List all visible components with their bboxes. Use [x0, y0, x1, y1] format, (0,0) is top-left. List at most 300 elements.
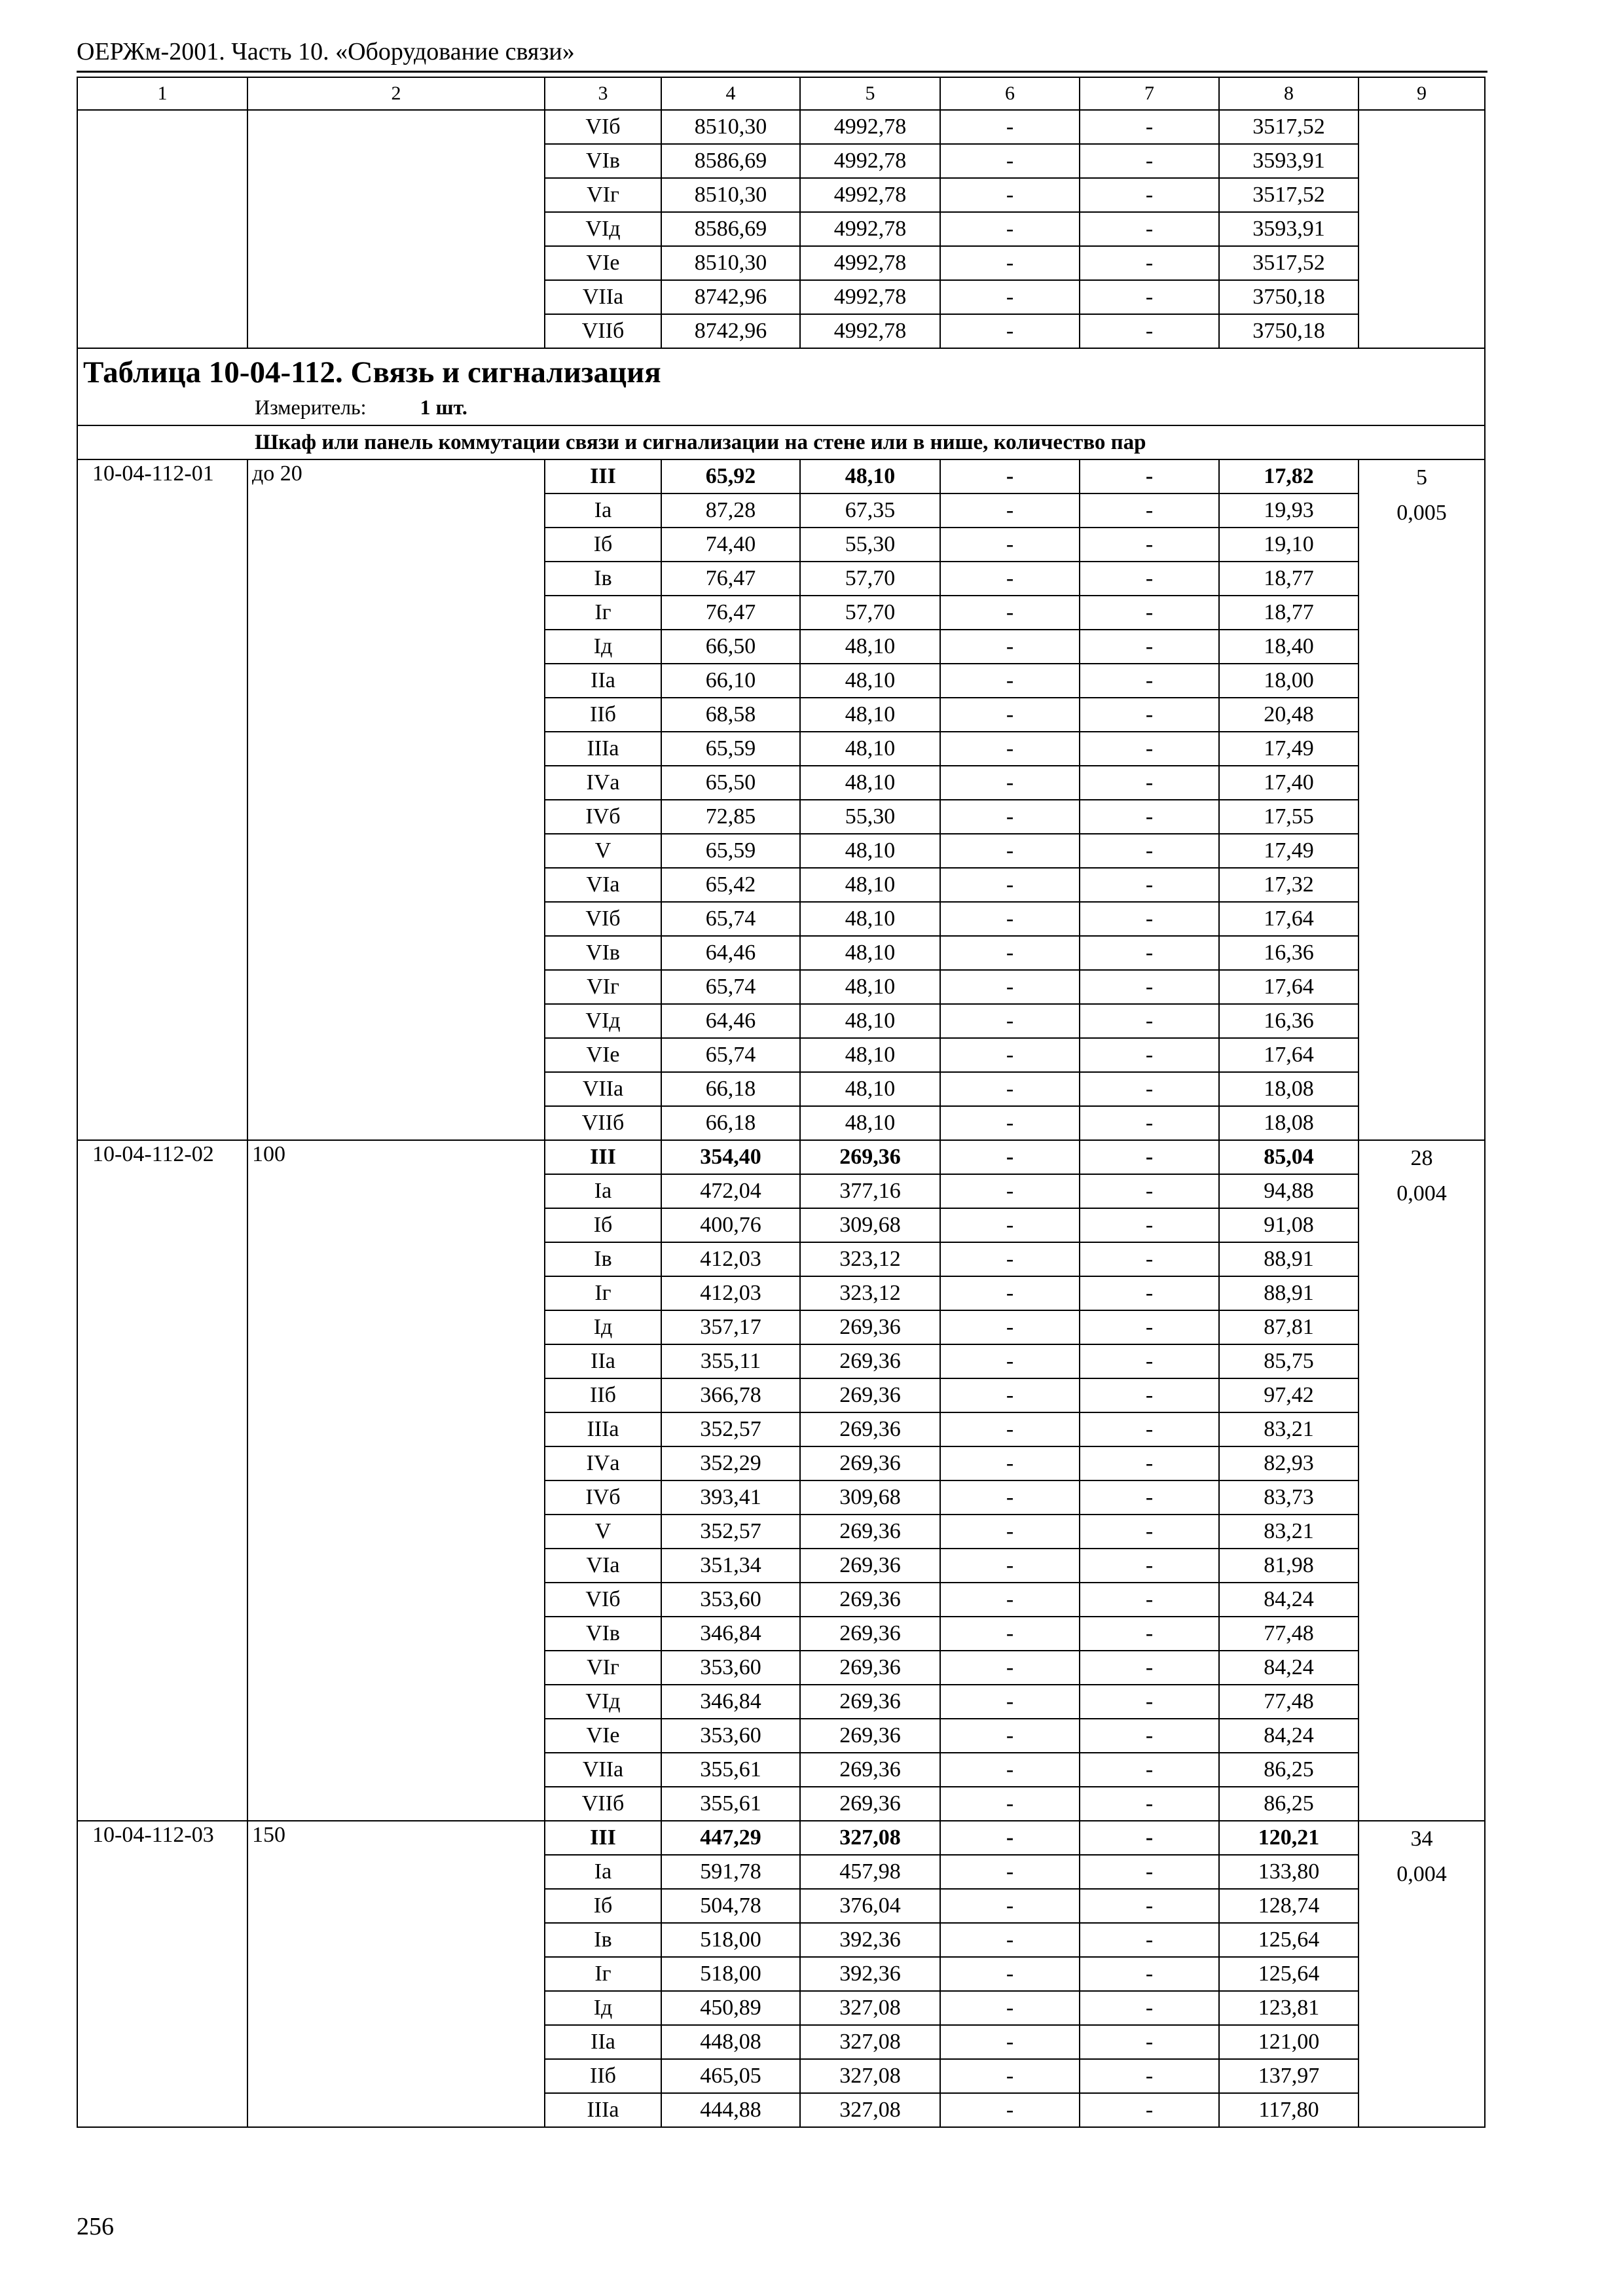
- table-cell: VIд: [545, 1685, 661, 1719]
- table-cell: 66,18: [661, 1106, 800, 1140]
- table-cell: 269,36: [800, 1515, 940, 1549]
- table-cell: -: [940, 1549, 1080, 1583]
- table-row: [77, 110, 1485, 144]
- table-cell: IIа: [545, 664, 661, 698]
- table-cell: 18,00: [1219, 664, 1359, 698]
- table-cell: Iб: [545, 528, 661, 562]
- table-cell: 85,75: [1219, 1344, 1359, 1378]
- table-cell: -: [1080, 459, 1219, 493]
- table-cell: 269,36: [800, 1378, 940, 1412]
- table-cell: 3593,91: [1219, 144, 1359, 178]
- table-cell: V: [545, 1515, 661, 1549]
- table-cell: -: [940, 1719, 1080, 1753]
- table-cell: -: [1080, 1038, 1219, 1072]
- table-cell: 48,10: [800, 1072, 940, 1106]
- table-cell: -: [940, 1787, 1080, 1821]
- table-cell: 472,04: [661, 1174, 800, 1208]
- table-cell: -: [1080, 1651, 1219, 1685]
- table-cell: 76,47: [661, 596, 800, 630]
- table-cell: 8510,30: [661, 178, 800, 212]
- column-number: 5: [800, 77, 940, 110]
- table-cell: 269,36: [800, 1685, 940, 1719]
- table-cell: -: [1080, 1412, 1219, 1446]
- table-cell: 376,04: [800, 1889, 940, 1923]
- table-cell: 133,80: [1219, 1855, 1359, 1889]
- table-cell: VIе: [545, 246, 661, 280]
- table-cell: 17,49: [1219, 834, 1359, 868]
- column-number: 8: [1219, 77, 1359, 110]
- table-cell: -: [1080, 2059, 1219, 2093]
- table-cell: -: [940, 144, 1080, 178]
- table-cell: -: [940, 1957, 1080, 1991]
- table-cell: -: [1080, 1140, 1219, 1174]
- table-cell: 88,91: [1219, 1276, 1359, 1310]
- table-cell: -: [940, 1480, 1080, 1515]
- table-cell: 357,17: [661, 1310, 800, 1344]
- section-heading-row: [77, 425, 1485, 459]
- table-cell: -: [1080, 1923, 1219, 1957]
- table-cell: 327,08: [800, 2093, 940, 2127]
- table-cell: 19,10: [1219, 528, 1359, 562]
- table-cell: -: [940, 1515, 1080, 1549]
- table-cell: -: [1080, 1617, 1219, 1651]
- table-cell: 4992,78: [800, 280, 940, 314]
- table-cell: Iв: [545, 1923, 661, 1957]
- meter-label: Измеритель:: [255, 395, 367, 419]
- table-cell: 269,36: [800, 1787, 940, 1821]
- table-cell: 87,28: [661, 493, 800, 528]
- table-cell: 269,36: [800, 1344, 940, 1378]
- table-cell: Iа: [545, 1174, 661, 1208]
- table-cell: -: [1080, 1991, 1219, 2025]
- item-name: 150: [247, 1821, 545, 2127]
- table-cell: 4992,78: [800, 212, 940, 246]
- table-cell: Iд: [545, 1310, 661, 1344]
- table-cell: 269,36: [800, 1310, 940, 1344]
- table-cell: Iв: [545, 562, 661, 596]
- table-cell: 94,88: [1219, 1174, 1359, 1208]
- table-cell: 269,36: [800, 1412, 940, 1446]
- table-cell: 4992,78: [800, 314, 940, 348]
- continuation-code-cell: [77, 110, 247, 348]
- column-number-row: [77, 77, 1485, 110]
- table-cell: 393,41: [661, 1480, 800, 1515]
- table-cell: 346,84: [661, 1685, 800, 1719]
- table-cell: 518,00: [661, 1923, 800, 1957]
- table-cell: -: [940, 1072, 1080, 1106]
- table-cell: 8510,30: [661, 246, 800, 280]
- table-cell: 18,77: [1219, 596, 1359, 630]
- table-cell: 518,00: [661, 1957, 800, 1991]
- table-cell: -: [1080, 528, 1219, 562]
- table-cell: 269,36: [800, 1651, 940, 1685]
- table-cell: VIа: [545, 1549, 661, 1583]
- table-cell: -: [940, 902, 1080, 936]
- table-cell: -: [1080, 178, 1219, 212]
- table-cell: -: [1080, 1276, 1219, 1310]
- table-cell: 355,61: [661, 1787, 800, 1821]
- col9-value: 0,004: [1396, 1181, 1447, 1206]
- table-cell: 8586,69: [661, 212, 800, 246]
- table-cell: IIб: [545, 698, 661, 732]
- table-cell: -: [1080, 246, 1219, 280]
- table-cell: 17,64: [1219, 1038, 1359, 1072]
- table-cell: IVб: [545, 800, 661, 834]
- table-cell: 48,10: [800, 459, 940, 493]
- table-cell: -: [940, 2093, 1080, 2127]
- table-cell: IIб: [545, 2059, 661, 2093]
- table-cell: 84,24: [1219, 1583, 1359, 1617]
- col9-value: 5: [1416, 465, 1427, 490]
- table-cell: 309,68: [800, 1208, 940, 1242]
- table-cell: -: [940, 766, 1080, 800]
- table-cell: -: [1080, 970, 1219, 1004]
- table-cell: 67,35: [800, 493, 940, 528]
- table-cell: IIIа: [545, 2093, 661, 2127]
- table-cell: VIв: [545, 144, 661, 178]
- table-cell: 353,60: [661, 1719, 800, 1753]
- table-cell: 3517,52: [1219, 246, 1359, 280]
- item-code: 10-04-112-02: [77, 1140, 247, 1821]
- table-cell: 377,16: [800, 1174, 940, 1208]
- item-name: до 20: [247, 459, 545, 1140]
- table-cell: Iг: [545, 1276, 661, 1310]
- table-cell: 3517,52: [1219, 110, 1359, 144]
- item-code: 10-04-112-01: [77, 459, 247, 1140]
- table-cell: -: [940, 664, 1080, 698]
- table-cell: 353,60: [661, 1651, 800, 1685]
- table-cell: -: [1080, 1787, 1219, 1821]
- table-cell: -: [1080, 1106, 1219, 1140]
- table-cell: 117,80: [1219, 2093, 1359, 2127]
- table-cell: 55,30: [800, 528, 940, 562]
- table-cell: -: [1080, 1208, 1219, 1242]
- table-cell: 57,70: [800, 596, 940, 630]
- table-cell: -: [1080, 1855, 1219, 1889]
- table-cell: 86,25: [1219, 1753, 1359, 1787]
- table-cell: 269,36: [800, 1753, 940, 1787]
- table-cell: 327,08: [800, 2025, 940, 2059]
- table-cell: 83,21: [1219, 1515, 1359, 1549]
- table-cell: 327,08: [800, 2059, 940, 2093]
- table-cell: Iа: [545, 493, 661, 528]
- table-cell: -: [940, 1038, 1080, 1072]
- table-cell: VIIб: [545, 1106, 661, 1140]
- table-cell: 457,98: [800, 1855, 940, 1889]
- table-cell: -: [1080, 1549, 1219, 1583]
- table-cell: 351,34: [661, 1549, 800, 1583]
- table-cell: VIIб: [545, 314, 661, 348]
- table-cell: 65,74: [661, 902, 800, 936]
- table-cell: 48,10: [800, 970, 940, 1004]
- table-title-row: [77, 348, 1485, 425]
- table-cell: 19,93: [1219, 493, 1359, 528]
- continuation-name-cell: [247, 110, 545, 348]
- table-cell: VIе: [545, 1719, 661, 1753]
- table-cell: 128,74: [1219, 1889, 1359, 1923]
- table-cell: -: [1080, 630, 1219, 664]
- table-cell: 3517,52: [1219, 178, 1359, 212]
- table-cell: 354,40: [661, 1140, 800, 1174]
- table-cell: 17,64: [1219, 970, 1359, 1004]
- table-cell: -: [940, 1140, 1080, 1174]
- table-cell: IIIа: [545, 732, 661, 766]
- table-cell: -: [1080, 1072, 1219, 1106]
- column-number: 4: [661, 77, 800, 110]
- table-cell: -: [1080, 800, 1219, 834]
- page-number: 256: [77, 2213, 114, 2240]
- table-cell: -: [1080, 1446, 1219, 1480]
- table-title: Таблица 10-04-112. Связь и сигнализация: [83, 355, 661, 389]
- table-cell: 4992,78: [800, 178, 940, 212]
- col9-value: 34: [1410, 1827, 1433, 1851]
- table-cell: -: [1080, 1889, 1219, 1923]
- table-cell: 65,59: [661, 834, 800, 868]
- table-cell: -: [1080, 1344, 1219, 1378]
- table-cell: 68,58: [661, 698, 800, 732]
- table-cell: Iа: [545, 1855, 661, 1889]
- table-cell: 309,68: [800, 1480, 940, 1515]
- table-cell: -: [1080, 834, 1219, 868]
- table-cell: -: [1080, 936, 1219, 970]
- table-cell: -: [1080, 1719, 1219, 1753]
- table-cell: 269,36: [800, 1446, 940, 1480]
- table-cell: 400,76: [661, 1208, 800, 1242]
- table-cell: III: [545, 459, 661, 493]
- table-cell: -: [940, 970, 1080, 1004]
- table-cell: 4992,78: [800, 246, 940, 280]
- table-row: [77, 1140, 1485, 1174]
- table-cell: 447,29: [661, 1821, 800, 1855]
- table-cell: -: [940, 2059, 1080, 2093]
- table-cell: -: [1080, 732, 1219, 766]
- table-cell: 412,03: [661, 1242, 800, 1276]
- table-cell: 48,10: [800, 664, 940, 698]
- table-cell: IIб: [545, 1378, 661, 1412]
- table-cell: -: [1080, 212, 1219, 246]
- table-cell: -: [940, 834, 1080, 868]
- table-cell: -: [940, 1821, 1080, 1855]
- table-cell: -: [940, 1855, 1080, 1889]
- table-cell: VIд: [545, 1004, 661, 1038]
- table-cell: VIг: [545, 1651, 661, 1685]
- table-cell: -: [940, 1242, 1080, 1276]
- table-cell: V: [545, 834, 661, 868]
- table-cell: 444,88: [661, 2093, 800, 2127]
- table-cell: -: [1080, 280, 1219, 314]
- table-cell: 86,25: [1219, 1787, 1359, 1821]
- table-cell: -: [940, 1991, 1080, 2025]
- table-cell: III: [545, 1821, 661, 1855]
- table-cell: 64,46: [661, 1004, 800, 1038]
- table-cell: -: [940, 493, 1080, 528]
- table-cell: 87,81: [1219, 1310, 1359, 1344]
- table-cell: 137,97: [1219, 2059, 1359, 2093]
- table-cell: 88,91: [1219, 1242, 1359, 1276]
- table-cell: -: [1080, 766, 1219, 800]
- column-number: 3: [545, 77, 661, 110]
- table-cell: -: [940, 1378, 1080, 1412]
- table-cell: -: [1080, 1821, 1219, 1855]
- table-cell: 48,10: [800, 630, 940, 664]
- table-cell: -: [940, 698, 1080, 732]
- column-number: 2: [247, 77, 545, 110]
- table-cell: -: [940, 1889, 1080, 1923]
- table-cell: -: [1080, 1480, 1219, 1515]
- table-cell: IVа: [545, 1446, 661, 1480]
- table-cell: -: [940, 280, 1080, 314]
- table-cell: IIIа: [545, 1412, 661, 1446]
- table-cell: 352,57: [661, 1515, 800, 1549]
- table-cell: 355,11: [661, 1344, 800, 1378]
- table-cell: VIIа: [545, 1753, 661, 1787]
- table-cell: Iг: [545, 596, 661, 630]
- table-cell: VIе: [545, 1038, 661, 1072]
- column-number: 6: [940, 77, 1080, 110]
- table-cell: VIд: [545, 212, 661, 246]
- table-cell: -: [940, 1617, 1080, 1651]
- table-cell: 18,40: [1219, 630, 1359, 664]
- table-cell: -: [940, 800, 1080, 834]
- table-cell: 17,32: [1219, 868, 1359, 902]
- table-cell: 353,60: [661, 1583, 800, 1617]
- table-cell: VIб: [545, 1583, 661, 1617]
- table-cell: -: [1080, 1378, 1219, 1412]
- table-cell: VIв: [545, 1617, 661, 1651]
- table-cell: -: [940, 1583, 1080, 1617]
- table-cell: VIб: [545, 902, 661, 936]
- table-cell: 17,40: [1219, 766, 1359, 800]
- table-cell: 355,61: [661, 1753, 800, 1787]
- table-cell: 352,29: [661, 1446, 800, 1480]
- table-cell: VIа: [545, 868, 661, 902]
- table-cell: IVб: [545, 1480, 661, 1515]
- table-cell: 269,36: [800, 1549, 940, 1583]
- table-cell: VIIа: [545, 1072, 661, 1106]
- table-cell: 48,10: [800, 834, 940, 868]
- table-cell: 465,05: [661, 2059, 800, 2093]
- table-cell: -: [940, 1208, 1080, 1242]
- running-header: ОЕРЖм-2001. Часть 10. «Оборудование связи»: [77, 38, 575, 65]
- table-cell: -: [940, 1310, 1080, 1344]
- table-cell: 120,21: [1219, 1821, 1359, 1855]
- table-cell: Iг: [545, 1957, 661, 1991]
- table-cell: -: [940, 212, 1080, 246]
- table-title-cell: [77, 348, 1485, 425]
- table-cell: -: [1080, 1004, 1219, 1038]
- table-cell: VIг: [545, 970, 661, 1004]
- meter-line: [83, 393, 1479, 421]
- table-cell: -: [1080, 2025, 1219, 2059]
- table-cell: 412,03: [661, 1276, 800, 1310]
- table-cell: VIIа: [545, 280, 661, 314]
- table-cell: 3750,18: [1219, 280, 1359, 314]
- item-code: 10-04-112-03: [77, 1821, 247, 2127]
- table-cell: 65,74: [661, 970, 800, 1004]
- table-cell: 125,64: [1219, 1923, 1359, 1957]
- col9-value: 0,005: [1396, 501, 1447, 525]
- table-cell: 91,08: [1219, 1208, 1359, 1242]
- table-cell: 17,82: [1219, 459, 1359, 493]
- table-cell: -: [1080, 1957, 1219, 1991]
- table-cell: 450,89: [661, 1991, 800, 2025]
- table-cell: 83,21: [1219, 1412, 1359, 1446]
- table-cell: 8586,69: [661, 144, 800, 178]
- table-cell: -: [940, 1753, 1080, 1787]
- table-cell: 366,78: [661, 1378, 800, 1412]
- section-heading: Шкаф или панель коммутации связи и сигнализации на стене или в нише, количество пар: [77, 425, 1485, 459]
- table-cell: 84,24: [1219, 1651, 1359, 1685]
- table-cell: 269,36: [800, 1583, 940, 1617]
- table-cell: 16,36: [1219, 1004, 1359, 1038]
- table-cell: -: [940, 868, 1080, 902]
- table-cell: 125,64: [1219, 1957, 1359, 1991]
- table-cell: 4992,78: [800, 110, 940, 144]
- table-cell: -: [940, 110, 1080, 144]
- table-cell: -: [1080, 1685, 1219, 1719]
- table-cell: 76,47: [661, 562, 800, 596]
- table-cell: VIг: [545, 178, 661, 212]
- col9-cell: [1359, 1821, 1485, 2127]
- col9-cell: [1359, 459, 1485, 1140]
- table-cell: -: [940, 596, 1080, 630]
- table-cell: 74,40: [661, 528, 800, 562]
- table-cell: 48,10: [800, 698, 940, 732]
- header-rule: [77, 71, 1487, 73]
- table-cell: -: [940, 246, 1080, 280]
- table-cell: VIб: [545, 110, 661, 144]
- column-number: 1: [77, 77, 247, 110]
- table-cell: 327,08: [800, 1991, 940, 2025]
- table-cell: 66,18: [661, 1072, 800, 1106]
- table-cell: 85,04: [1219, 1140, 1359, 1174]
- table-cell: 18,08: [1219, 1072, 1359, 1106]
- table-cell: 65,74: [661, 1038, 800, 1072]
- table-cell: 55,30: [800, 800, 940, 834]
- table-cell: -: [940, 1276, 1080, 1310]
- table-cell: 18,77: [1219, 562, 1359, 596]
- table-cell: 392,36: [800, 1957, 940, 1991]
- table-row: [77, 1821, 1485, 1855]
- table-cell: 448,08: [661, 2025, 800, 2059]
- col9-value: 0,004: [1396, 1862, 1447, 1886]
- table-cell: 48,10: [800, 1004, 940, 1038]
- table-cell: 4992,78: [800, 144, 940, 178]
- column-number: 9: [1359, 77, 1485, 110]
- table-cell: 84,24: [1219, 1719, 1359, 1753]
- table-cell: 66,50: [661, 630, 800, 664]
- table-cell: 8510,30: [661, 110, 800, 144]
- table-cell: -: [1080, 1753, 1219, 1787]
- table-cell: -: [1080, 902, 1219, 936]
- table-cell: 8742,96: [661, 280, 800, 314]
- table-cell: -: [1080, 1310, 1219, 1344]
- table-cell: 48,10: [800, 936, 940, 970]
- table-cell: 48,10: [800, 732, 940, 766]
- item-name: 100: [247, 1140, 545, 1821]
- table-cell: -: [1080, 1174, 1219, 1208]
- table-cell: -: [940, 1685, 1080, 1719]
- table-cell: 57,70: [800, 562, 940, 596]
- table-cell: 65,50: [661, 766, 800, 800]
- table-cell: 97,42: [1219, 1378, 1359, 1412]
- table-cell: 48,10: [800, 766, 940, 800]
- table-cell: -: [940, 1174, 1080, 1208]
- table-cell: -: [1080, 1242, 1219, 1276]
- table-cell: -: [940, 562, 1080, 596]
- table-cell: 16,36: [1219, 936, 1359, 970]
- table-cell: -: [940, 936, 1080, 970]
